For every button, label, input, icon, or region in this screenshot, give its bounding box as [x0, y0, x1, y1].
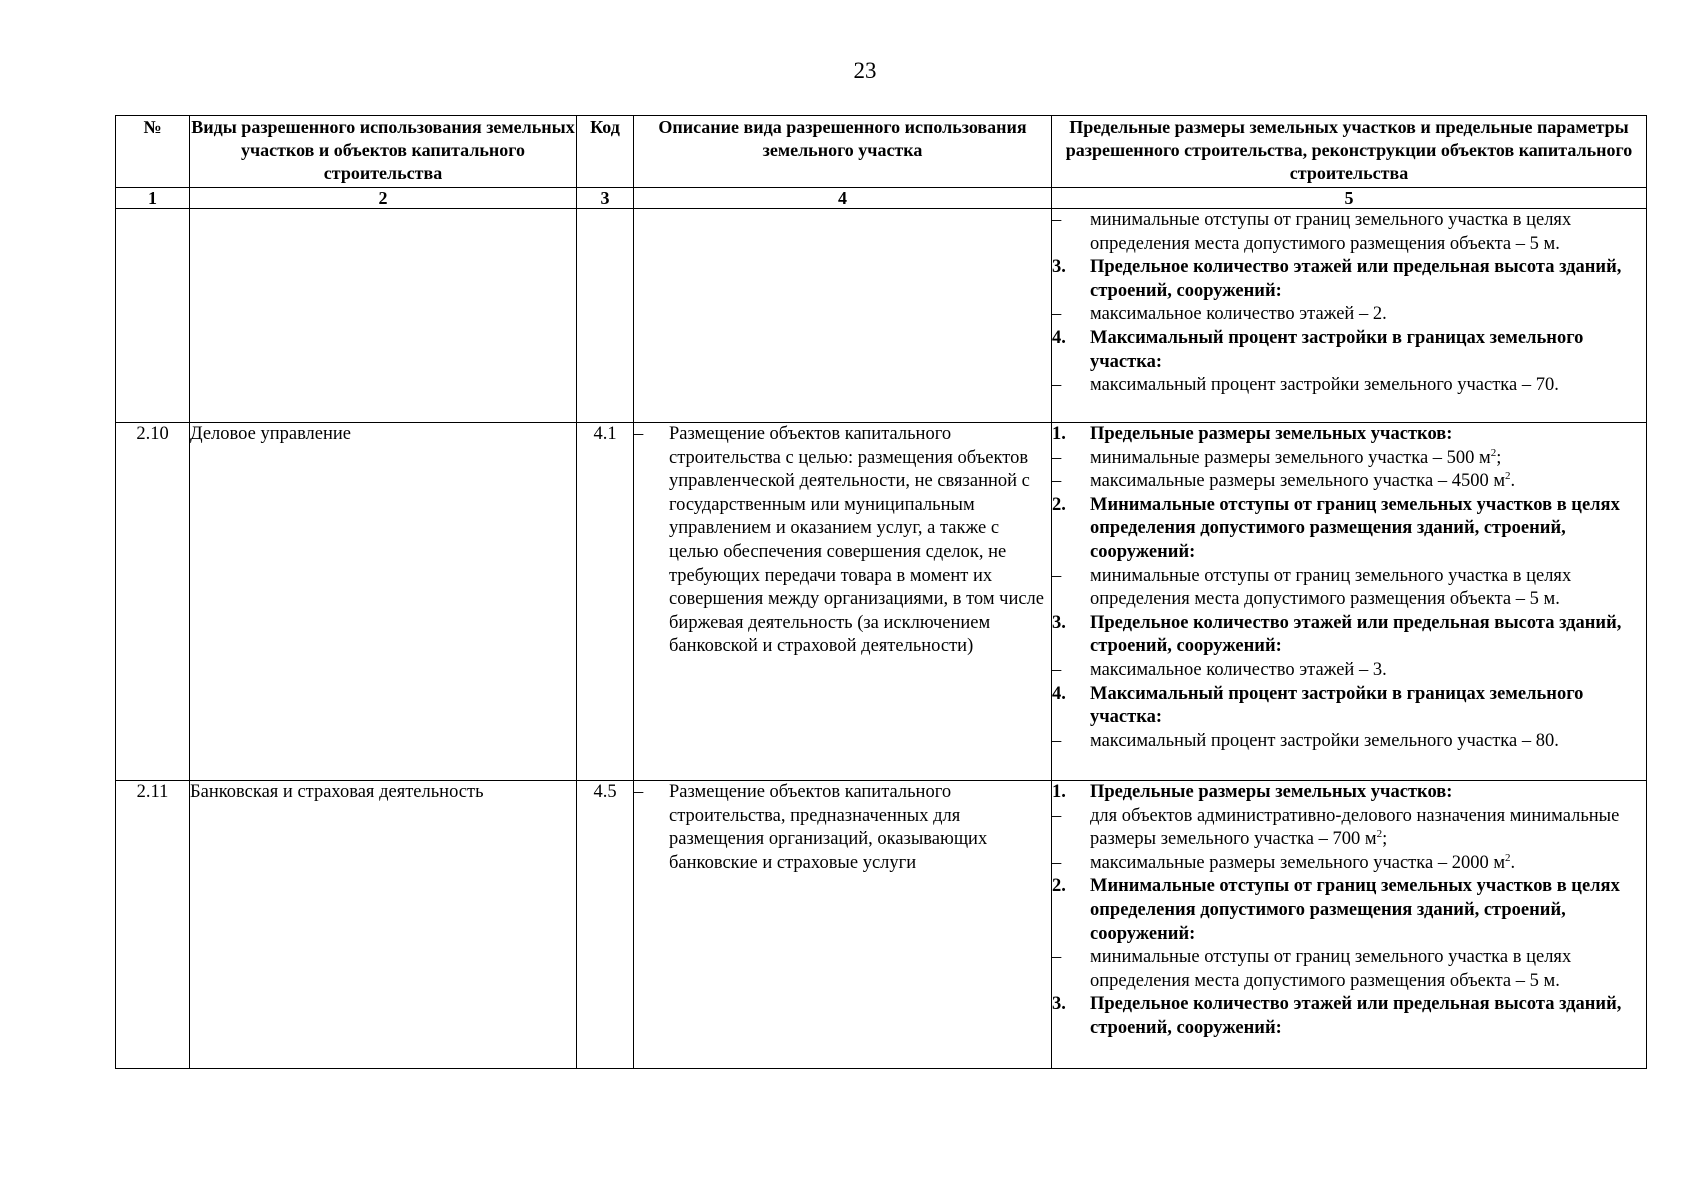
parameter-item [1052, 374, 1646, 398]
list-marker: – [634, 782, 644, 802]
superscript: 2 [1376, 828, 1383, 841]
parameter-heading [1052, 423, 1646, 447]
parameter-text-wrap [1090, 612, 1646, 659]
list-marker: 1. [1052, 424, 1066, 444]
list-marker: 4. [1052, 327, 1066, 348]
use-description [634, 781, 1052, 1069]
parameter-item [1052, 805, 1646, 852]
table-row [116, 781, 1647, 1069]
parameter-text-wrap [1090, 875, 1646, 946]
parameter-item [1052, 946, 1646, 993]
parameter-text-wrap [1090, 730, 1646, 754]
punctuation: . [1510, 852, 1516, 873]
header-code: Код [577, 116, 634, 188]
parameter-text-wrap [1090, 447, 1646, 471]
land-use-table [115, 115, 1647, 1069]
row-number [116, 209, 190, 423]
use-kind: Банковская и страховая деятельность [190, 781, 577, 1069]
superscript: 2 [1505, 470, 1511, 483]
list-marker: – [1052, 659, 1062, 680]
parameter-text: максимальный процент застройки земельного участка – 80. [1090, 730, 1559, 751]
superscript: 2 [1505, 851, 1511, 864]
parameter-text-wrap [1090, 209, 1646, 256]
list-marker: 4. [1052, 683, 1066, 704]
parameter-heading [1052, 327, 1646, 374]
parameter-item [1052, 303, 1646, 327]
description-text: Размещение объектов капитального строительства, предназначенных для размещения организаций, оказывающих банковские и страховые услуги [669, 782, 988, 873]
list-marker: – [1052, 947, 1062, 968]
parameter-text: Предельное количество этажей или предельная высота зданий, строений, сооружений: [1090, 994, 1622, 1038]
parameter-text: Предельное количество этажей или предельная высота зданий, строений, сооружений: [1090, 257, 1622, 301]
use-code: 4.5 [577, 781, 634, 1069]
parameter-text: минимальные отступы от границ земельного участка в целях определения места допустимого размещения объекта – 5 м. [1090, 565, 1572, 610]
use-code: 4.1 [577, 423, 634, 781]
parameter-text: Максимальный процент застройки в границах земельного участка: [1090, 327, 1584, 372]
table-header-row [116, 116, 1647, 188]
parameter-item [1052, 659, 1646, 683]
use-description [634, 209, 1052, 423]
parameter-item [1052, 470, 1646, 494]
parameter-text-wrap [1090, 374, 1646, 398]
parameter-item [1052, 852, 1646, 876]
parameter-heading [1052, 781, 1646, 805]
list-marker: – [1052, 210, 1062, 230]
use-kind: Деловое управление [190, 423, 577, 781]
list-marker: – [634, 424, 644, 444]
parameter-text-wrap [1090, 659, 1646, 683]
parameter-heading [1052, 256, 1646, 303]
parameter-heading [1052, 612, 1646, 659]
parameter-text-wrap [1090, 303, 1646, 327]
column-number-row [116, 188, 1647, 209]
parameter-text-wrap [1090, 852, 1646, 876]
description-item [634, 781, 1051, 875]
parameter-text-wrap [1090, 565, 1646, 612]
parameter-text-wrap [1090, 946, 1646, 993]
list-marker: 2. [1052, 876, 1066, 897]
use-parameters [1052, 423, 1647, 781]
list-marker: – [1052, 730, 1062, 751]
description-item [634, 423, 1051, 659]
punctuation: . [1510, 471, 1516, 492]
parameter-text: максимальные размеры земельного участка – 4500 м [1090, 471, 1506, 492]
row-number: 2.10 [116, 423, 190, 781]
list-marker: – [1052, 304, 1062, 325]
parameter-text-wrap [1090, 993, 1646, 1040]
parameter-text-wrap [1090, 327, 1646, 374]
list-marker: 3. [1052, 612, 1066, 633]
header-description: Описание вида разрешенного использования земельного участка [634, 116, 1052, 188]
parameter-text: минимальные отступы от границ земельного участка в целях определения места допустимого размещения объекта – 5 м. [1090, 947, 1572, 991]
parameter-text: Минимальные отступы от границ земельных участков в целях определения допустимого размещения зданий, строений, сооружений: [1090, 494, 1620, 562]
parameter-item [1052, 730, 1646, 754]
superscript: 2 [1490, 446, 1497, 459]
punctuation: ; [1382, 829, 1388, 850]
parameter-text: Предельные размеры земельных участков: [1090, 424, 1453, 444]
header-no: № [116, 116, 190, 188]
parameter-item [1052, 447, 1646, 471]
parameter-heading [1052, 494, 1646, 565]
list-marker: 3. [1052, 994, 1066, 1015]
parameter-text-wrap [1090, 256, 1646, 303]
list-marker: – [1052, 447, 1062, 468]
column-number: 2 [190, 188, 577, 209]
column-number: 5 [1052, 188, 1647, 209]
parameter-heading [1052, 683, 1646, 730]
parameter-text: Предельные размеры земельных участков: [1090, 782, 1453, 802]
list-marker: – [1052, 471, 1062, 492]
parameter-text-wrap [1090, 494, 1646, 565]
list-marker: 3. [1052, 257, 1066, 278]
list-marker: 1. [1052, 782, 1066, 802]
parameter-heading [1052, 993, 1646, 1040]
parameter-item [1052, 209, 1646, 256]
parameter-item [1052, 565, 1646, 612]
parameter-text: минимальные размеры земельного участка – 500 м [1090, 447, 1491, 468]
list-marker: 2. [1052, 494, 1066, 515]
list-marker: – [1052, 852, 1062, 873]
page-number: 23 [853, 58, 877, 83]
punctuation: ; [1496, 447, 1502, 468]
parameter-text: максимальное количество этажей – 2. [1090, 304, 1387, 325]
parameter-text-wrap [1090, 470, 1646, 494]
list-marker: – [1052, 565, 1062, 586]
use-parameters [1052, 209, 1647, 423]
header-kind: Виды разрешенного использования земельных участков и объектов капитального строительства [190, 116, 577, 188]
use-description [634, 423, 1052, 781]
parameter-text-wrap [1090, 805, 1646, 852]
list-marker: – [1052, 375, 1062, 396]
header-params: Предельные размеры земельных участков и предельные параметры разрешенного строительства, реконструкции объектов капитального строительства [1052, 116, 1647, 188]
column-number: 4 [634, 188, 1052, 209]
table-row [116, 209, 1647, 423]
parameter-text: Максимальный процент застройки в границах земельного участка: [1090, 683, 1584, 728]
parameter-text: максимальное количество этажей – 3. [1090, 659, 1387, 680]
use-code [577, 209, 634, 423]
parameter-text: для объектов административно-делового назначения минимальные размеры земельного участка – 700 м [1090, 805, 1620, 850]
column-number: 3 [577, 188, 634, 209]
list-marker: – [1052, 805, 1062, 826]
table-row [116, 423, 1647, 781]
parameter-text: Предельное количество этажей или предельная высота зданий, строений, сооружений: [1090, 612, 1622, 657]
parameter-text: Минимальные отступы от границ земельных участков в целях определения допустимого размещения зданий, строений, сооружений: [1090, 876, 1620, 944]
parameter-text-wrap [1090, 423, 1646, 447]
parameter-text-wrap [1090, 781, 1646, 805]
use-parameters [1052, 781, 1647, 1069]
description-text: Размещение объектов капитального строительства с целью: размещения объектов управленческой деятельности, не связанной с государственным или муниципальным управлением и оказанием услуг, а также с целью обеспечения совершения сделок, не требующих передачи товара в момент их совершения между организациями, в том числе биржевая деятельность (за исключением банковской и страховой деятельности) [669, 424, 1045, 657]
parameter-text: максимальный процент застройки земельного участка – 70. [1090, 375, 1559, 396]
column-number: 1 [116, 188, 190, 209]
parameter-heading [1052, 875, 1646, 946]
parameter-text: максимальные размеры земельного участка – 2000 м [1090, 852, 1506, 873]
use-kind [190, 209, 577, 423]
row-number: 2.11 [116, 781, 190, 1069]
parameter-text-wrap [1090, 683, 1646, 730]
parameter-text: минимальные отступы от границ земельного участка в целях определения места допустимого размещения объекта – 5 м. [1090, 210, 1572, 254]
